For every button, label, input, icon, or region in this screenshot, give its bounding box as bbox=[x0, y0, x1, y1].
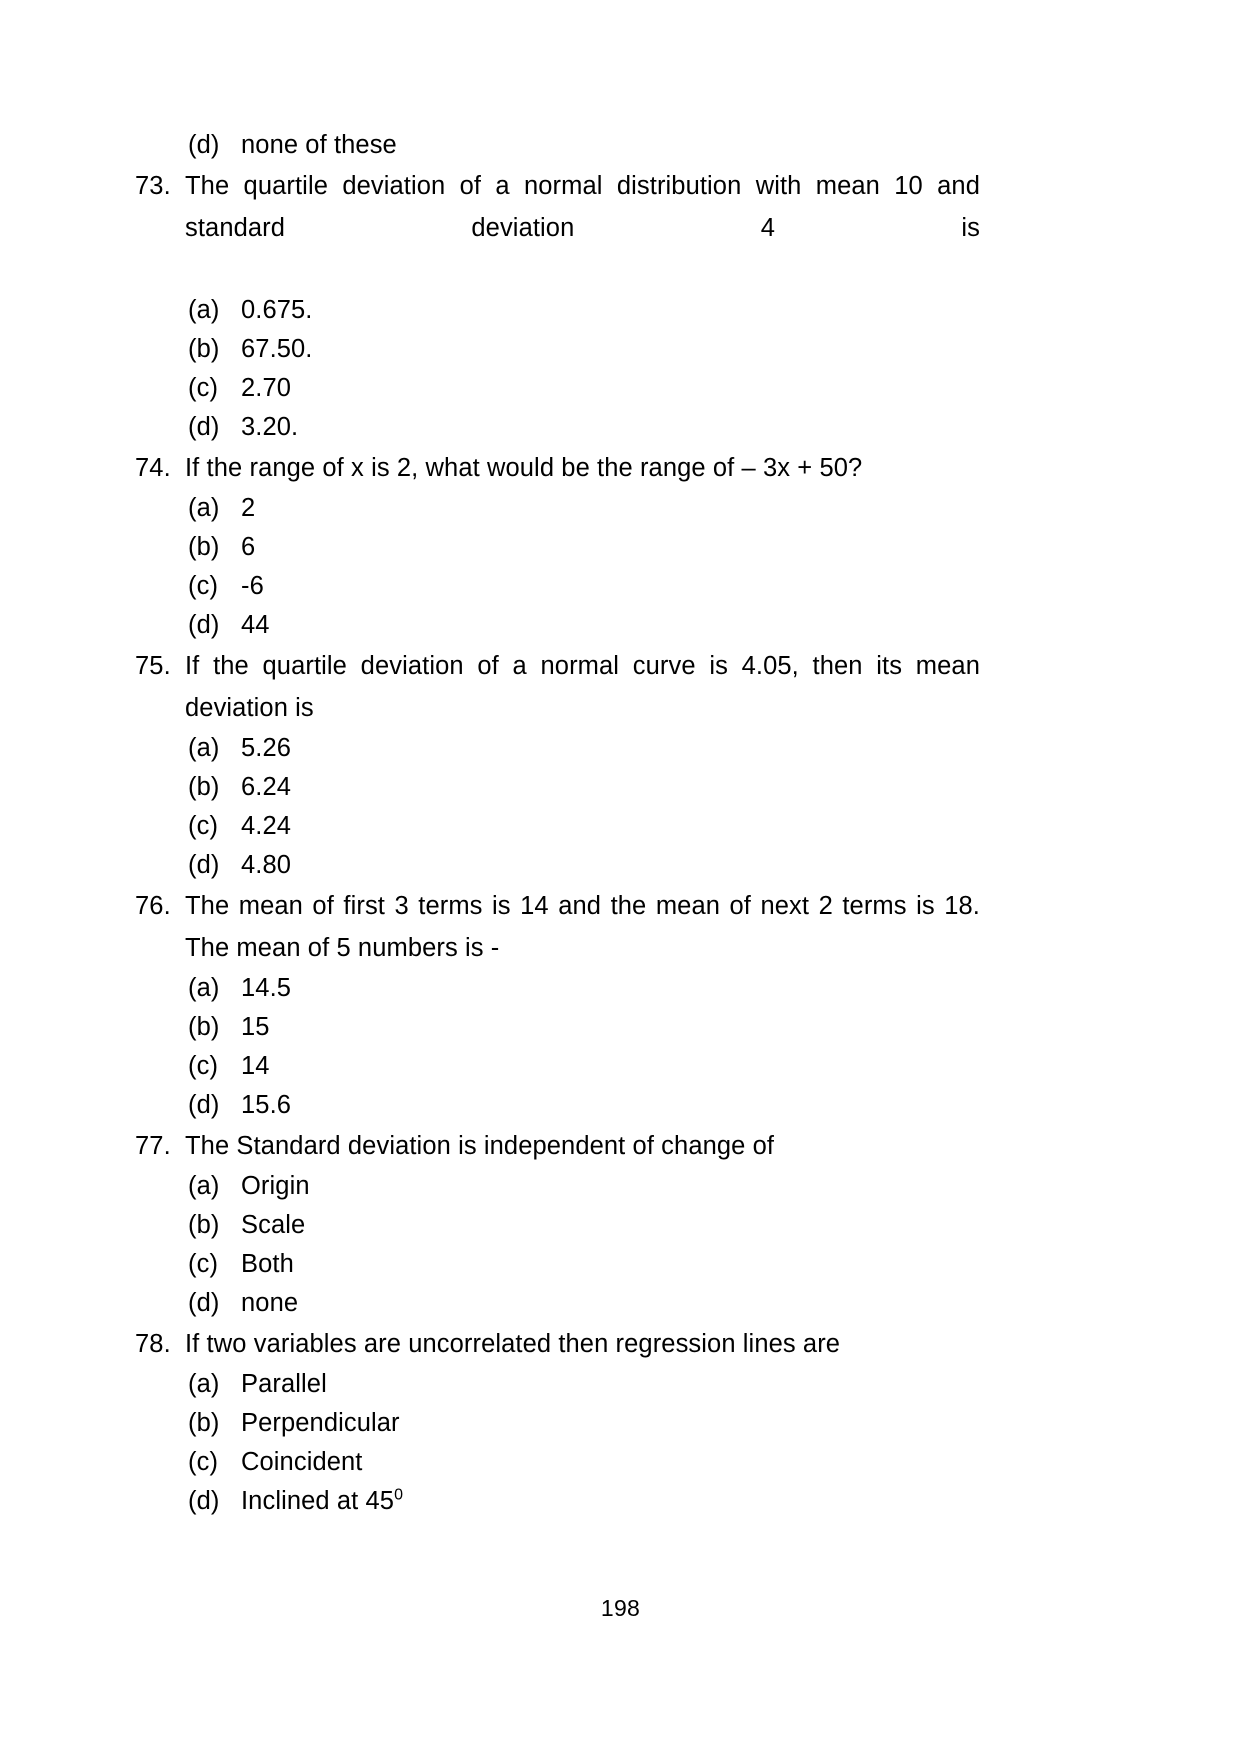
option-text: 15.6 bbox=[241, 1091, 292, 1119]
question-block bbox=[135, 885, 980, 1125]
option-text: 67.50. bbox=[241, 335, 313, 363]
question-line bbox=[135, 165, 980, 291]
list-item bbox=[135, 1206, 980, 1245]
list-item bbox=[135, 126, 980, 165]
option-text: 4.24 bbox=[241, 812, 292, 840]
option-label: (c) bbox=[188, 572, 219, 600]
option-list bbox=[135, 729, 980, 885]
page-number: 198 bbox=[600, 1595, 641, 1621]
list-item bbox=[135, 408, 980, 447]
question-line bbox=[135, 885, 980, 969]
option-label: (a) bbox=[188, 974, 220, 1002]
question-block bbox=[135, 165, 980, 447]
list-item bbox=[135, 1086, 980, 1125]
option-text: 6 bbox=[241, 533, 256, 561]
option-label: (b) bbox=[188, 1211, 220, 1239]
list-item bbox=[135, 1047, 980, 1086]
list-item bbox=[135, 729, 980, 768]
list-item bbox=[135, 1482, 980, 1521]
option-text bbox=[241, 1482, 980, 1521]
question-block bbox=[135, 1323, 980, 1521]
option-label: (d) bbox=[188, 1487, 220, 1515]
list-item bbox=[135, 567, 980, 606]
question-line bbox=[135, 1125, 980, 1167]
list-item bbox=[135, 807, 980, 846]
option-label: (a) bbox=[188, 296, 220, 324]
question-text: The mean of first 3 terms is 14 and the mean of next 2 terms is 18. The mean of 5 numbers is - bbox=[185, 892, 980, 962]
option-list bbox=[135, 1167, 980, 1323]
option-label: (d) bbox=[188, 611, 220, 639]
list-item bbox=[135, 528, 980, 567]
option-text: Scale bbox=[241, 1211, 306, 1239]
option-label: (d) bbox=[188, 131, 220, 159]
option-text: 14 bbox=[241, 1052, 270, 1080]
option-text: none bbox=[241, 1289, 299, 1317]
question-block bbox=[135, 447, 980, 645]
option-text: 15 bbox=[241, 1013, 270, 1041]
list-item bbox=[135, 1167, 980, 1206]
option-text: none of these bbox=[241, 131, 397, 159]
option-text: 4.80 bbox=[241, 851, 292, 879]
option-text: 3.20. bbox=[241, 413, 299, 441]
option-label: (d) bbox=[188, 1289, 220, 1317]
option-text: 6.24 bbox=[241, 773, 292, 801]
option-label: (d) bbox=[188, 1091, 220, 1119]
question-number: 75. bbox=[135, 652, 171, 680]
option-label: (a) bbox=[188, 1370, 220, 1398]
question-number: 78. bbox=[135, 1330, 171, 1358]
option-label: (b) bbox=[188, 773, 220, 801]
question-text: If the quartile deviation of a normal curve is 4.05, then its mean deviation is bbox=[185, 652, 980, 722]
option-text: Perpendicular bbox=[241, 1409, 400, 1437]
question-text: If the range of x is 2, what would be the range of – 3x + 50? bbox=[185, 454, 863, 482]
option-text: Parallel bbox=[241, 1370, 327, 1398]
list-item bbox=[135, 1284, 980, 1323]
option-label: (b) bbox=[188, 1013, 220, 1041]
list-item bbox=[135, 1443, 980, 1482]
list-item bbox=[135, 1365, 980, 1404]
option-text: Both bbox=[241, 1250, 294, 1278]
option-label: (a) bbox=[188, 734, 220, 762]
question-line bbox=[135, 645, 980, 729]
option-label: (c) bbox=[188, 374, 219, 402]
list-item bbox=[135, 606, 980, 645]
option-label: (d) bbox=[188, 851, 220, 879]
question-number: 77. bbox=[135, 1132, 171, 1160]
list-item bbox=[135, 1008, 980, 1047]
option-label: (c) bbox=[188, 1052, 219, 1080]
list-item bbox=[135, 1404, 980, 1443]
question-number: 73. bbox=[135, 172, 171, 200]
list-item bbox=[135, 291, 980, 330]
option-label: (d) bbox=[188, 413, 220, 441]
list-item bbox=[135, 768, 980, 807]
option-label: (a) bbox=[188, 1172, 220, 1200]
option-list bbox=[135, 489, 980, 645]
option-label: (b) bbox=[188, 1409, 220, 1437]
question-line bbox=[135, 1323, 980, 1365]
option-label: (b) bbox=[188, 533, 220, 561]
question-text: If two variables are uncorrelated then regression lines are bbox=[185, 1330, 841, 1358]
question-number: 76. bbox=[135, 892, 171, 920]
option-label: (b) bbox=[188, 335, 220, 363]
list-item bbox=[135, 969, 980, 1008]
option-text: 44 bbox=[241, 611, 270, 639]
option-text: 2 bbox=[241, 494, 256, 522]
option-text: -6 bbox=[241, 572, 264, 600]
question-block bbox=[135, 1125, 980, 1323]
option-text: Origin bbox=[241, 1172, 310, 1200]
option-label: (c) bbox=[188, 1250, 219, 1278]
list-item bbox=[135, 369, 980, 408]
option-list bbox=[135, 291, 980, 447]
option-label: (a) bbox=[188, 494, 220, 522]
question-text: The quartile deviation of a normal distribution with mean 10 and standard deviation 4 is bbox=[185, 172, 980, 242]
question-line bbox=[135, 447, 980, 489]
questions-container bbox=[135, 165, 980, 1521]
list-item bbox=[135, 846, 980, 885]
option-text-base: Inclined at 45 bbox=[241, 1487, 395, 1515]
option-list bbox=[135, 1365, 980, 1521]
option-text: Coincident bbox=[241, 1448, 363, 1476]
option-text: 0.675. bbox=[241, 296, 313, 324]
question-text: The Standard deviation is independent of change of bbox=[185, 1132, 775, 1160]
list-item bbox=[135, 1245, 980, 1284]
option-label: (c) bbox=[188, 1448, 219, 1476]
option-text: 2.70 bbox=[241, 374, 292, 402]
question-block bbox=[135, 645, 980, 885]
option-text: 14.5 bbox=[241, 974, 292, 1002]
option-list bbox=[135, 969, 980, 1125]
list-item bbox=[135, 330, 980, 369]
question-list bbox=[135, 126, 980, 1521]
option-label: (c) bbox=[188, 812, 219, 840]
option-text: 5.26 bbox=[241, 734, 292, 762]
question-number: 74. bbox=[135, 454, 171, 482]
option-text-superscript: 0 bbox=[394, 1486, 404, 1504]
list-item bbox=[135, 489, 980, 528]
